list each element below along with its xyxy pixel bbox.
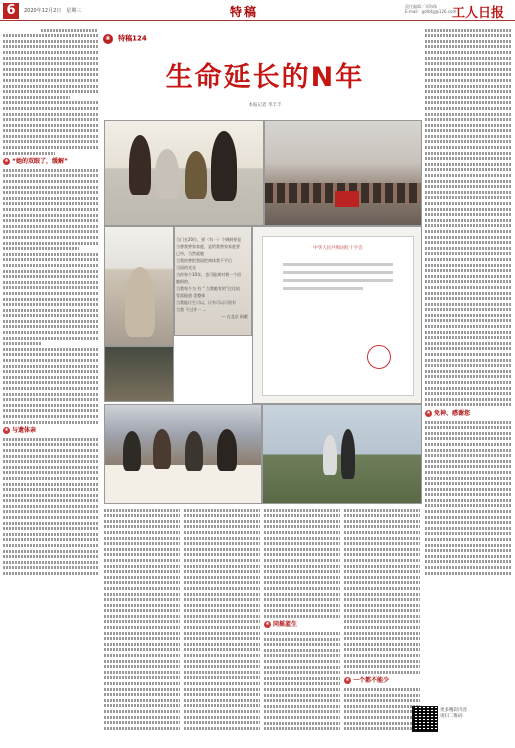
editor-line: 责任编辑／邓海珠 xyxy=(405,4,437,9)
photo-ceremony-crowd xyxy=(264,120,422,226)
poem-text: 当门在20位，要（有一）个钢捐要是 当替我替家家庭，是给我替家家庭要 已经，当然就她 当我的替把我面把离体我不平后 当国的光光 当你每个10年，也可能离对着一个回 她捐的， 当我每个为 有 “ 当我她有的”过比较 受需能道 美整体 当我能让生可以，让有可以可别有 当我 不过许一 … — 在北京 捐献 xyxy=(176,237,248,319)
article-byline: 本报记者 李丰丰 xyxy=(248,103,282,108)
donation-certificate xyxy=(262,236,414,396)
middle-text-column-1 xyxy=(104,506,180,732)
subhead-4: ★ 免神、感谢您 xyxy=(426,409,471,417)
photo-portrait-woman xyxy=(104,226,174,346)
photo-family-group xyxy=(104,120,264,226)
qr-caption: 更多精彩内容 请扫二维码 xyxy=(440,708,467,719)
photo-meal-table xyxy=(104,346,174,402)
certificate-title: 中华人民共和国红十字会 xyxy=(313,246,363,251)
email-line: E-mail：gdrbtg@126.com xyxy=(405,9,457,14)
photo-wheelchair-outdoor xyxy=(262,404,422,504)
subhead-3: ★ 同摇蓝生 xyxy=(265,621,298,629)
subhead-5: ★ 一个都不能少 xyxy=(345,677,390,685)
qr-code-icon xyxy=(412,706,438,732)
right-text-column xyxy=(425,26,512,704)
middle-text-column-2 xyxy=(184,506,260,732)
article-title: 生命延长的N年 xyxy=(165,62,365,93)
middle-text-column-3 xyxy=(264,506,340,732)
photo-dinner-gathering xyxy=(104,404,262,504)
page-number: 6 xyxy=(3,3,19,19)
star-icon: ★ xyxy=(426,409,431,416)
section-name: 特稿 xyxy=(230,5,259,19)
editor-contact xyxy=(405,4,456,14)
left-text-column xyxy=(3,26,98,732)
feature-series-label: ❀ 特稿124 xyxy=(103,28,161,40)
middle-text-column-4 xyxy=(344,506,420,732)
subhead-2: ★ 与遗体亲 xyxy=(4,427,37,435)
seal-stamp xyxy=(367,345,391,369)
star-icon: ★ xyxy=(345,677,350,684)
newspaper-masthead: 工人日报 xyxy=(452,6,505,21)
badge-icon: ❀ xyxy=(103,34,113,44)
star-icon: ★ xyxy=(265,621,270,628)
issue-date: 2020年12月2日 星期三 xyxy=(24,8,82,14)
star-icon: ★ xyxy=(4,427,9,434)
star-icon: ★ xyxy=(4,158,9,165)
subhead-1: ★ “她的双眼了，缓解” xyxy=(4,158,68,166)
